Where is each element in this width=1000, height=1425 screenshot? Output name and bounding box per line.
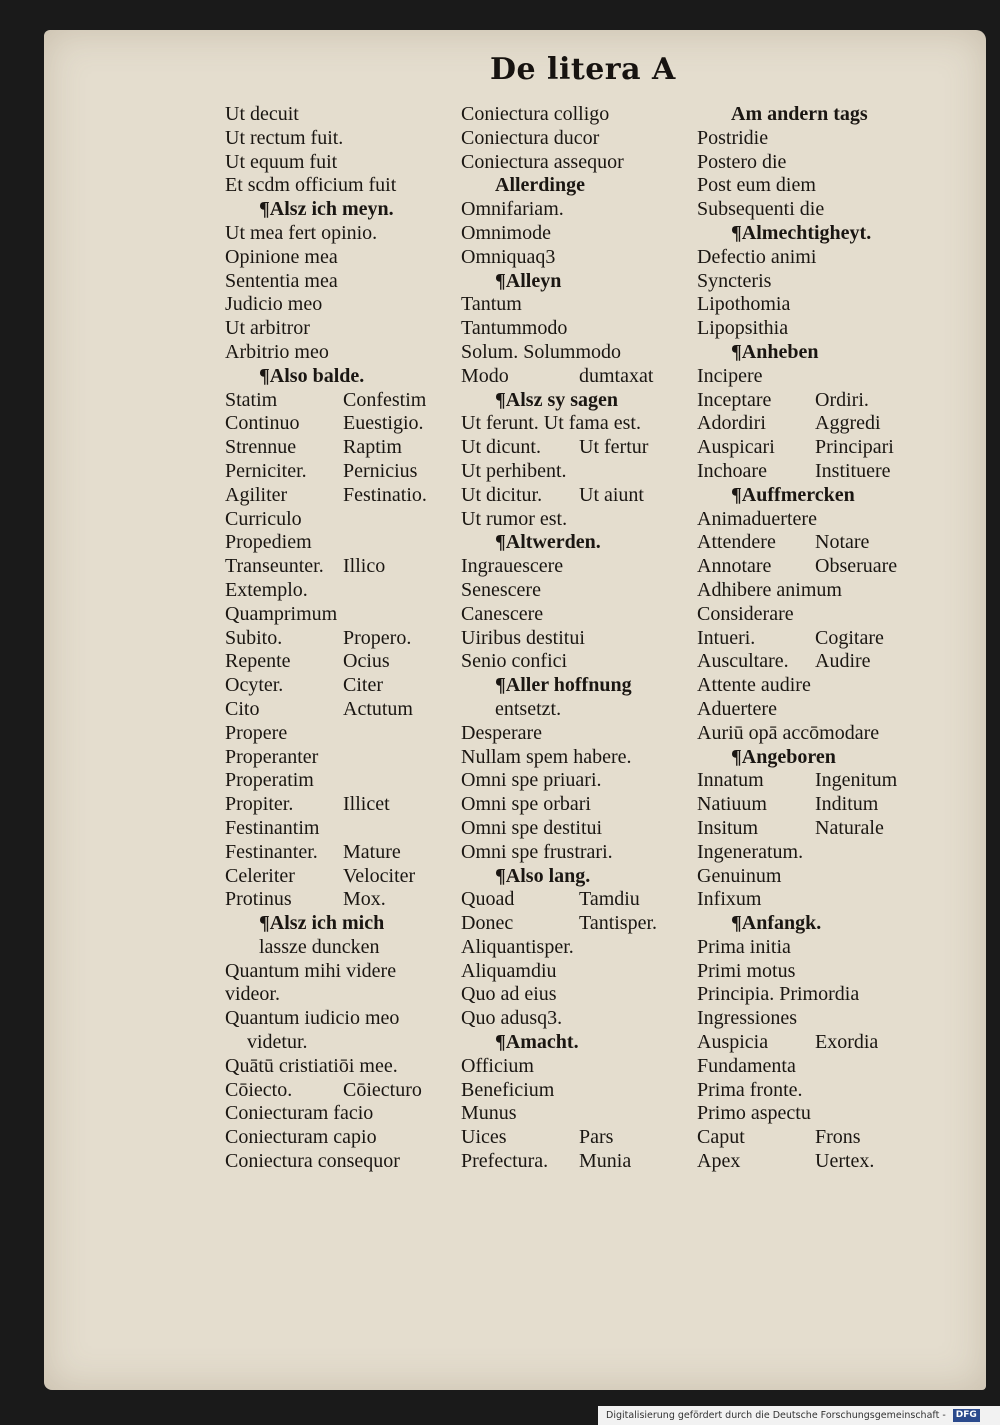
running-head: De litera A [490,52,676,87]
section-heading: ¶Auffmercken [731,483,855,506]
entry-term-right: Festinatio. [343,483,427,506]
entry-term-right: Exordia [815,1031,879,1054]
entry-term-left: Natiuum [697,793,767,816]
entry-line: Principia. Primordia [697,983,860,1006]
section-heading: ¶Aller hoffnung [495,674,632,697]
entry-line: Coniecturam capio [225,1126,377,1149]
entry-line: Quantum mihi videre [225,959,397,982]
entry-line: Postero die [697,150,787,173]
entry-term-right: Principari [815,436,894,459]
entry-line: Animaduertere [697,507,817,530]
entry-line: Primi motus [697,959,796,982]
entry-term-left: Annotare [697,555,772,578]
column-3 [697,103,937,1174]
section-heading: ¶Angeboren [731,745,836,768]
entry-term-right: Cōiecturo [343,1078,422,1101]
entry-line: Properatim [225,769,314,792]
entry-line: Coniectura colligo [461,103,610,125]
entry-line [697,555,937,579]
entry-line: Considerare [697,602,794,625]
entry-line: Munus [461,1102,517,1125]
entry-term-left: Transeunter. [225,555,324,578]
entry-term-right: Illico [343,555,386,578]
entry-line: Festinantim [225,816,320,839]
entry-line: Attente audire [697,674,811,697]
entry-line: videtur. [247,1031,308,1054]
entry-line [697,531,937,555]
entry-term-left: Insitum [697,816,759,839]
entry-line [697,650,937,674]
entry-line [461,912,701,936]
entry-term-left: Agiliter [225,483,288,506]
entry-line: Omni spe frustrari. [461,840,613,863]
entry-line: Fundamenta [697,1054,796,1077]
entry-line [225,555,465,579]
entry-line: Extemplo. [225,578,308,601]
entry-line [697,412,937,436]
entry-line [225,627,465,651]
footer-text: Digitalisierung gefördert durch die Deutsche Forschungsgemeinschaft - [606,1410,946,1421]
entry-line: Lipopsithia [697,317,789,340]
entry-line [461,484,701,508]
entry-line: Subsequenti die [697,198,825,221]
entry-line: Properanter [225,745,319,768]
entry-term-right: Uertex. [815,1150,875,1173]
entry-term-left: Innatum [697,769,764,792]
entry-term-right: Ingenitum [815,769,898,792]
entry-line: Officium [461,1054,534,1077]
entry-line [697,460,937,484]
entry-term-right: Mature [343,840,401,863]
entry-term-right: Velociter [343,864,416,887]
entry-term-left: Continuo [225,412,300,435]
entry-term-right: Instituere [815,459,891,482]
entry-term-right: Obseruare [815,555,898,578]
entry-term-right: Frons [815,1126,861,1149]
column-1 [225,103,465,1174]
entry-line: Quo ad eius [461,983,557,1006]
entry-line: Omni spe destitui [461,816,603,839]
entry-term-left: Intueri. [697,626,756,649]
entry-line: Et scdm officium fuit [225,174,397,197]
entry-line: Omni spe priuari. [461,769,602,792]
entry-term-left: Auspicari [697,436,775,459]
entry-term-right: Tantisper. [579,912,658,935]
entry-line: Tantummodo [461,317,568,340]
entry-line: Aliquantisper. [461,935,574,958]
entry-line: Coniecturam facio [225,1102,374,1125]
entry-line: Lipothomia [697,293,791,316]
entry-term-left: Modo [461,364,509,387]
entry-term-left: Auscultare. [697,650,789,673]
entry-line [697,1126,937,1150]
entry-term-right: Notare [815,531,870,554]
entry-line: Quamprimum [225,602,338,625]
entry-line [697,793,937,817]
entry-term-left: Inceptare [697,388,772,411]
entry-line: Canescere [461,602,544,625]
entry-line: Curriculo [225,507,302,530]
entry-term-right: Euestigio. [343,412,424,435]
entry-line: Coniectura consequor [225,1150,400,1173]
entry-term-left: Statim [225,388,278,411]
column-2 [461,103,701,1174]
entry-line: Coniectura ducor [461,126,600,149]
entry-line [225,841,465,865]
entry-line: Coniectura assequor [461,150,624,173]
entry-line [461,436,701,460]
entry-line: Post eum diem [697,174,816,197]
entry-line: Sententia mea [225,269,338,292]
entry-term-left: Festinanter. [225,840,318,863]
section-heading: Am andern tags [731,103,868,125]
entry-line: Incipere [697,364,763,387]
entry-line: Ingeneratum. [697,840,804,863]
entry-line: Ut rectum fuit. [225,126,344,149]
entry-term-right: Raptim [343,436,402,459]
entry-term-right: Ordiri. [815,388,869,411]
entry-line: Omnimode [461,221,551,244]
entry-line [225,484,465,508]
digitization-footer [598,1406,1000,1425]
entry-line: Judicio meo [225,293,323,316]
entry-line [697,389,937,413]
entry-term-left: Cōiecto. [225,1078,293,1101]
entry-line: Prima initia [697,935,791,958]
entry-line: Ut ferunt. Ut fama est. [461,412,641,435]
entry-term-left: Repente [225,650,291,673]
section-heading: ¶Alsz sy sagen [495,388,619,411]
entry-term-left: Propiter. [225,793,294,816]
entry-line: Tantum [461,293,522,316]
entry-line: Omni spe orbari [461,793,591,816]
entry-line: Ut perhibent. [461,459,567,482]
section-heading: ¶Alsz ich meyn. [259,198,394,221]
entry-line: Omnifariam. [461,198,564,221]
entry-line: Ut rumor est. [461,507,568,530]
entry-line: lassze duncken [259,935,380,958]
entry-line [225,412,465,436]
entry-term-right: Inditum [815,793,879,816]
entry-term-right: Mox. [343,888,386,911]
entry-term-right: Illicet [343,793,390,816]
entry-line: Aduertere [697,697,777,720]
entry-term-left: Celeriter [225,864,295,887]
entry-term-right: dumtaxat [579,364,654,387]
section-heading: Allerdinge [495,174,585,197]
entry-line [225,389,465,413]
entry-line: Quantum iudicio meo [225,1007,400,1030]
entry-line [697,436,937,460]
entry-line: Senescere [461,578,541,601]
entry-line: Ingrauescere [461,555,564,578]
entry-line: Quo adusq3. [461,1007,563,1030]
entry-line [225,436,465,460]
entry-line: videor. [225,983,280,1006]
section-heading: ¶Anheben [731,340,819,363]
entry-term-right: Ut fertur [579,436,649,459]
entry-line: Genuinum [697,864,782,887]
entry-term-left: Protinus [225,888,292,911]
entry-line: Ut decuit [225,103,299,125]
entry-line [461,1150,701,1174]
entry-term-left: Strennue [225,436,297,459]
entry-line [697,1150,937,1174]
entry-term-right: Cogitare [815,626,884,649]
entry-term-right: Pernicius [343,459,418,482]
entry-line: Ut mea fert opinio. [225,221,378,244]
entry-term-right: Aggredi [815,412,881,435]
entry-line: Quātū cristiatiōi mee. [225,1054,398,1077]
entry-term-left: Prefectura. [461,1150,549,1173]
entry-line: Propere [225,721,288,744]
entry-line: Ingressiones [697,1007,797,1030]
entry-term-left: Ut dicunt. [461,436,541,459]
entry-term-right: Actutum [343,697,413,720]
entry-line: Propediem [225,531,312,554]
entry-term-left: Donec [461,912,514,935]
entry-line [697,1031,937,1055]
entry-term-left: Subito. [225,626,283,649]
entry-term-left: Auspicia [697,1031,769,1054]
entry-term-left: Quoad [461,888,515,911]
dfg-logo: DFG [953,1409,980,1422]
entry-term-right: Munia [579,1150,632,1173]
entry-line: Infixum [697,888,762,911]
entry-term-left: Ocyter. [225,674,284,697]
entry-line: Senio confici [461,650,568,673]
entry-line [225,698,465,722]
entry-line [461,1126,701,1150]
entry-line [461,888,701,912]
entry-line: Adhibere animum [697,578,842,601]
entry-line: Nullam spem habere. [461,745,632,768]
entry-term-right: Ut aiunt [579,483,644,506]
entry-line: Ut equum fuit [225,150,338,173]
entry-line [697,627,937,651]
entry-line: Uiribus destitui [461,626,585,649]
entry-term-left: Perniciter. [225,459,307,482]
entry-term-left: Adordiri [697,412,766,435]
entry-line: Syncteris [697,269,772,292]
section-heading: ¶Alsz ich mich [259,912,385,935]
section-heading: ¶Also lang. [495,864,591,887]
entry-term-right: Audire [815,650,871,673]
entry-line [461,365,701,389]
entry-line [225,674,465,698]
entry-line: Primo aspectu [697,1102,811,1125]
entry-line [697,817,937,841]
section-heading: ¶Also balde. [259,364,365,387]
entry-term-right: Ocius [343,650,390,673]
section-heading: ¶Alleyn [495,269,562,292]
entry-term-left: Ut dicitur. [461,483,543,506]
entry-line: Beneficium [461,1078,555,1101]
entry-term-right: Propero. [343,626,412,649]
entry-term-left: Uices [461,1126,507,1149]
entry-term-left: Caput [697,1126,745,1149]
entry-line [697,769,937,793]
section-heading: ¶Amacht. [495,1031,579,1054]
entry-term-right: Confestim [343,388,427,411]
entry-term-left: Cito [225,697,260,720]
entry-term-right: Citer [343,674,383,697]
entry-line [225,460,465,484]
entry-line [225,650,465,674]
entry-term-right: Pars [579,1126,614,1149]
entry-line: Ut arbitror [225,317,310,340]
entry-line: Solum. Solummodo [461,340,622,363]
section-heading: ¶Altwerden. [495,531,601,554]
entry-term-left: Attendere [697,531,776,554]
entry-term-right: Naturale [815,816,884,839]
entry-line: Opinione mea [225,245,338,268]
entry-line: Postridie [697,126,769,149]
entry-line [225,1079,465,1103]
entry-line: Auriū opā accōmodare [697,721,880,744]
entry-term-right: Tamdiu [579,888,640,911]
entry-line [225,888,465,912]
entry-line: Desperare [461,721,543,744]
entry-term-left: Inchoare [697,459,767,482]
entry-term-left: Apex [697,1150,741,1173]
entry-line: Aliquamdiu [461,959,557,982]
section-heading: ¶Almechtigheyt. [731,221,872,244]
entry-line [225,865,465,889]
entry-line: Prima fronte. [697,1078,803,1101]
entry-line [225,793,465,817]
entry-line: Omniquaq3 [461,245,556,268]
entry-line: Defectio animi [697,245,817,268]
entry-line: Arbitrio meo [225,340,329,363]
entry-line: entsetzt. [495,697,562,720]
section-heading: ¶Anfangk. [731,912,822,935]
